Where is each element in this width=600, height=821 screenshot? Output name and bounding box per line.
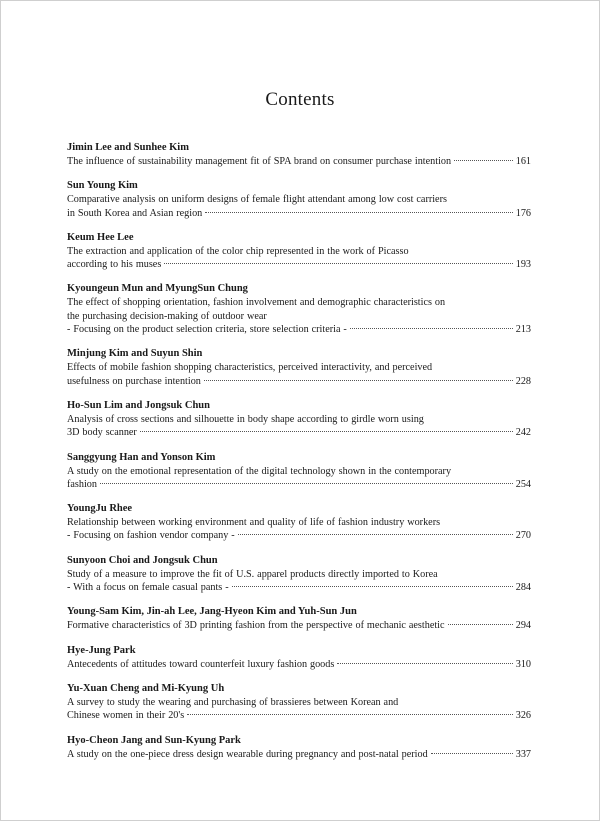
entry-title-text: A study on the emotional representation of the digital technology shown in the contemporary [67, 465, 452, 477]
entry-title-text: according to his muses [67, 259, 162, 271]
entry-title-line [67, 375, 531, 388]
entry-title-line [67, 413, 531, 426]
entry-title-line [67, 361, 531, 374]
entry-authors: Young-Sam Kim, Jin-ah Lee, Jang-Hyeon Kim and Yuh-Sun Jun [67, 606, 357, 618]
entry-title-line [67, 696, 531, 709]
entry-title-line [67, 426, 531, 439]
entry-authors: Kyoungeun Mun and MyungSun Chung [67, 283, 248, 295]
entry-authors: Yu-Xuan Cheng and Mi-Kyung Uh [67, 682, 225, 694]
entry-page-number: 310 [515, 658, 531, 670]
entry-title-text: Chinese women in their 20's [67, 710, 185, 722]
entry-title-line [67, 310, 531, 323]
entry-page-number: 213 [515, 324, 531, 336]
entry-authors: Minjung Kim and Suyun Shin [67, 348, 203, 360]
dot-leader [454, 160, 513, 161]
entry-page-number: 270 [515, 530, 531, 542]
dot-leader [140, 431, 513, 432]
entry-page-number: 294 [515, 620, 531, 632]
entry-title-line [67, 529, 531, 542]
entry-page-number: 228 [515, 375, 531, 387]
page-title: Contents [265, 89, 335, 110]
toc-entry [67, 141, 531, 168]
entry-page-number: 284 [515, 582, 531, 594]
dot-leader [232, 586, 513, 587]
table-of-contents [67, 141, 531, 772]
entry-title-text: A survey to study the wearing and purchasing of brassieres between Korean and [67, 696, 399, 708]
entry-page-number: 193 [515, 259, 531, 271]
dot-leader [187, 714, 513, 715]
dot-leader [100, 483, 513, 484]
entry-page-number: 337 [515, 748, 531, 760]
toc-entry [67, 451, 531, 492]
entry-title-text: Study of a measure to improve the fit of U.S. apparel products directly imported to Korea [67, 568, 438, 580]
entry-title-text: The influence of sustainability management fit of SPA brand on consumer purchase intention [67, 156, 452, 167]
entry-page-number: 254 [515, 478, 531, 490]
dot-leader [448, 624, 513, 625]
toc-entry [67, 282, 531, 336]
toc-entry [67, 399, 531, 440]
toc-entry [67, 502, 531, 543]
entry-authors: Sun Young Kim [67, 180, 138, 192]
entry-title-text: The extraction and application of the color chip represented in the work of Picasso [67, 245, 409, 257]
dot-leader [204, 380, 513, 381]
entry-title-text: usefulness on purchase intention [67, 375, 201, 387]
entry-title-text: - With a focus on female casual pants - [67, 582, 229, 594]
entry-title-line [67, 245, 531, 258]
toc-entry [67, 734, 531, 761]
dot-leader [337, 663, 512, 664]
entry-title-line [67, 207, 531, 220]
dot-leader [238, 534, 513, 535]
entry-page-number: 326 [515, 710, 531, 722]
dot-leader [205, 212, 512, 213]
entry-authors: Sanggyung Han and Yonson Kim [67, 451, 216, 463]
entry-title-text: Relationship between working environment and quality of life of fashion industry workers [67, 517, 441, 529]
entry-authors: YoungJu Rhee [67, 503, 133, 515]
dot-leader [431, 753, 513, 754]
entry-title-text: fashion [67, 478, 97, 490]
entry-page-number: 242 [515, 427, 531, 439]
entry-title-line [67, 193, 531, 206]
entry-title-line [67, 748, 531, 761]
toc-entry [67, 605, 531, 632]
entry-title-text: Antecedents of attitudes toward counterfeit luxury fashion goods [67, 658, 335, 670]
entry-title-text: Formative characteristics of 3D printing fashion from the perspective of mechanic aesthetic [67, 620, 445, 632]
toc-entry [67, 682, 531, 723]
toc-entry [67, 231, 531, 272]
entry-title-text: - Focusing on the product selection criteria, store selection criteria - [67, 324, 347, 336]
entry-title-text: A study on the one-piece dress design wearable during pregnancy and post-natal period [67, 748, 428, 760]
entry-authors: Ho-Sun Lim and Jongsuk Chun [67, 399, 210, 411]
entry-title-text: Effects of mobile fashion shopping characteristics, perceived interactivity, and perceived [67, 362, 433, 374]
entry-title-line [67, 465, 531, 478]
entry-title-line [67, 296, 531, 309]
entry-authors: Sunyoon Choi and Jongsuk Chun [67, 554, 218, 566]
entry-title-line [67, 478, 531, 491]
entry-title-line [67, 258, 531, 271]
entry-title-text: Comparative analysis on uniform designs of female flight attendant among low cost carriers [67, 194, 447, 206]
entry-authors: Jimin Lee and Sunhee Kim [67, 142, 189, 153]
entry-title-line [67, 581, 531, 594]
dot-leader [350, 328, 513, 329]
toc-entry [67, 347, 531, 388]
entry-title-line [67, 568, 531, 581]
entry-title-text: 3D body scanner [67, 427, 137, 439]
entry-authors: Hye-Jung Park [67, 644, 136, 656]
entry-title-text: the purchasing decision-making of outdoor wear [67, 310, 267, 322]
entry-title-line [67, 658, 531, 671]
entry-page-number: 161 [515, 156, 531, 167]
entry-title-line [67, 619, 531, 632]
toc-entry [67, 179, 531, 220]
entry-title-line [67, 155, 531, 168]
entry-page-number: 176 [515, 207, 531, 219]
dot-leader [164, 263, 512, 264]
entry-title-line [67, 709, 531, 722]
entry-title-text: The effect of shopping orientation, fashion involvement and demographic characteristics on [67, 297, 446, 309]
entry-authors: Keum Hee Lee [67, 231, 134, 243]
entry-title-text: in South Korea and Asian region [67, 207, 203, 219]
entry-title-text: Analysis of cross sections and silhouette in body shape according to girdle worn using [67, 413, 424, 425]
entry-title-line [67, 516, 531, 529]
entry-authors: Hyo-Cheon Jang and Sun-Kyung Park [67, 734, 241, 746]
entry-title-line [67, 323, 531, 336]
entry-title-text: - Focusing on fashion vendor company - [67, 530, 235, 542]
toc-entry [67, 554, 531, 595]
toc-entry [67, 644, 531, 671]
